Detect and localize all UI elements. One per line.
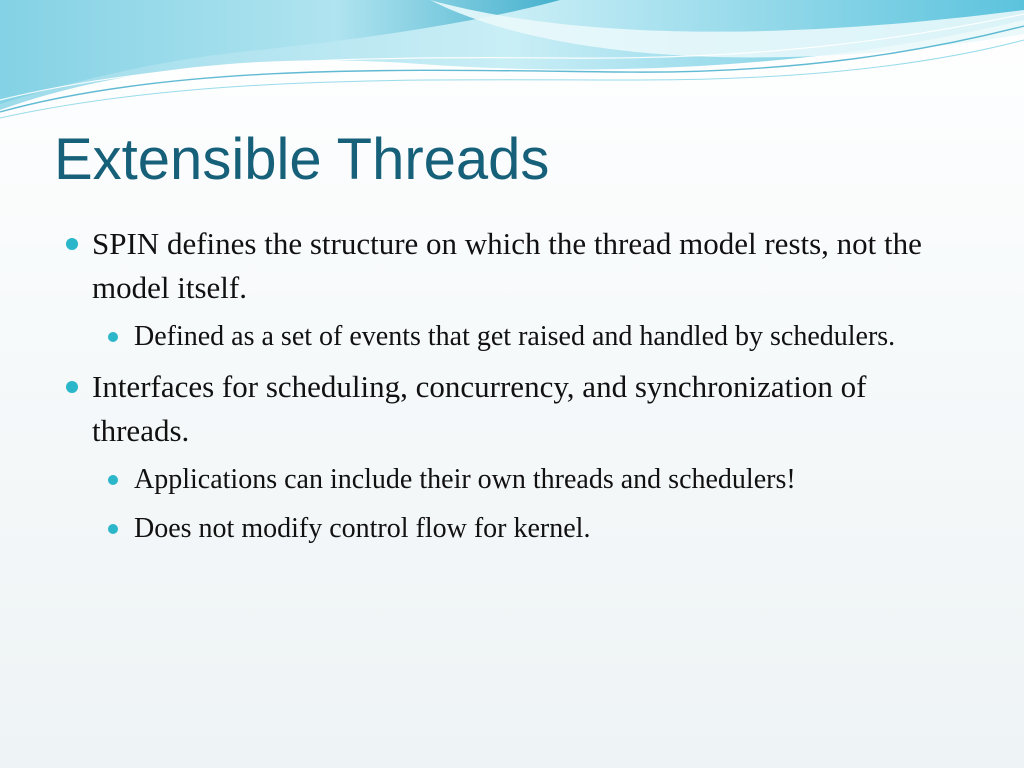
sub-bullet-text: Defined as a set of events that get raised and handled by schedulers. [134,321,896,352]
sub-bullet-text: Does not modify control flow for kernel. [134,513,591,544]
header-wave-decoration [0,0,1024,130]
bullet-dot-icon [108,332,118,342]
bullet-dot-icon [108,475,118,485]
bullet-item [60,365,960,453]
sub-bullet-item [60,316,960,357]
sub-bullet-item [60,459,960,500]
bullet-dot-icon [108,524,118,534]
slide-title: Extensible Threads [54,127,550,192]
bullet-text: Interfaces for scheduling, concurrency, and synchronization of threads. [92,369,867,448]
bullet-item [60,222,960,310]
sub-bullet-item [60,508,960,549]
bullet-dot-icon [66,238,78,250]
bullet-text: SPIN defines the structure on which the thread model rests, not the model itself. [92,226,922,305]
bullet-dot-icon [66,381,78,393]
sub-bullet-text: Applications can include their own threads and schedulers! [134,464,796,495]
bullet-list [60,222,960,557]
